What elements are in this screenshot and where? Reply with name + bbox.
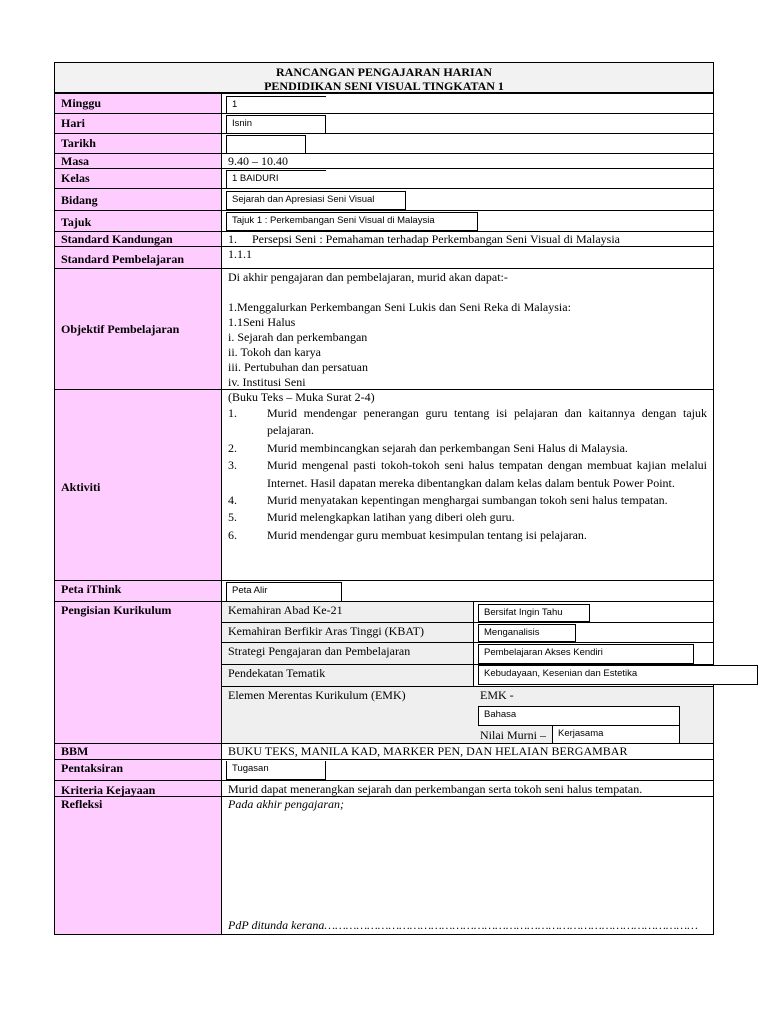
value-tarikh[interactable]: [226, 135, 306, 154]
row-minggu: [54, 93, 714, 114]
form-title: [54, 62, 714, 93]
aktiviti-item: 6. Murid mendengar guru membuat kesimpulan tentang isi pelajaran.: [228, 527, 587, 542]
row-hari: [54, 113, 714, 134]
refleksi-top: Pada akhir pengajaran;: [228, 797, 344, 811]
value-bbm: BUKU TEKS, MANILA KAD, MARKER PEN, DAN HELAIAN BERGAMBAR: [222, 744, 714, 760]
value-standard-pembelajaran: 1.1.1: [222, 247, 714, 269]
kur-abad-label: Kemahiran Abad Ke-21: [222, 602, 474, 622]
objektif-line: iv. Institusi Seni: [228, 375, 306, 389]
row-kriteria: [54, 780, 714, 797]
kur-divider: [222, 686, 714, 687]
value-tajuk[interactable]: Tajuk 1 : Perkembangan Seni Visual di Malaysia: [226, 212, 478, 231]
row-kelas: [54, 168, 714, 189]
row-tajuk: [54, 210, 714, 232]
aktiviti-intro: (Buku Teks – Muka Surat 2-4): [228, 390, 375, 404]
row-bidang: [54, 188, 714, 211]
value-masa: 9.40 – 10.40: [222, 154, 714, 169]
aktiviti-item: 3. Murid mengenal pasti tokoh-tokoh seni halus tempatan dengan membuat kajian melalui Internet. Hasil dapatan mereka dibentangkan dalam kelas dalam bentuk Power Point.: [228, 458, 707, 490]
cell-bidang: [222, 189, 714, 211]
row-aktiviti: [54, 389, 714, 581]
kur-tematik-value[interactable]: Kebudayaan, Kesenian dan Estetika: [478, 665, 758, 685]
kur-strategi-value[interactable]: Pembelajaran Akses Kendiri: [478, 644, 694, 664]
value-minggu[interactable]: 1: [226, 96, 326, 113]
label-hari: Hari: [54, 114, 222, 134]
title-line-1: RANCANGAN PENGAJARAN HARIAN: [276, 65, 492, 79]
value-kriteria: Murid dapat menerangkan sejarah dan perkembangan serta tokoh seni halus tempatan.: [222, 781, 714, 797]
kur-nilai-prefix: Nilai Murni –: [480, 728, 546, 742]
kur-divider: [474, 642, 714, 643]
label-masa: Masa: [54, 154, 222, 169]
aktiviti-item: 2. Murid membincangkan sejarah dan perkembangan Seni Halus di Malaysia.: [228, 440, 628, 455]
label-bbm: BBM: [54, 744, 222, 760]
label-kriteria: Kriteria Kejayaan: [54, 781, 222, 797]
label-peta: Peta iThink: [54, 581, 222, 602]
label-minggu: Minggu: [54, 94, 222, 114]
cell-minggu: [222, 94, 714, 114]
kur-tematik-label: Pendekatan Tematik: [222, 664, 474, 686]
row-kurikulum: [54, 601, 714, 744]
kur-nilai-value[interactable]: Kerjasama: [552, 725, 680, 744]
label-kurikulum: Pengisian Kurikulum: [54, 602, 222, 744]
value-standard-kandungan: 1. Persepsi Seni : Pemahaman terhadap Perkembangan Seni Visual di Malaysia: [222, 232, 714, 247]
objektif-spacer: [228, 285, 713, 300]
cell-tarikh: [222, 134, 714, 154]
row-refleksi: [54, 796, 714, 935]
label-tajuk: Tajuk: [54, 211, 222, 232]
objektif-line: iii. Pertubuhan dan persatuan: [228, 360, 368, 374]
row-objektif: [54, 268, 714, 390]
label-pentaksiran: Pentaksiran: [54, 760, 222, 781]
row-bbm: [54, 743, 714, 760]
label-tarikh: Tarikh: [54, 134, 222, 154]
value-pentaksiran[interactable]: Tugasan: [226, 761, 326, 780]
row-pentaksiran: [54, 759, 714, 781]
cell-peta: [222, 581, 714, 602]
label-standard-kandungan: Standard Kandungan: [54, 232, 222, 247]
value-hari[interactable]: Isnin: [226, 115, 326, 134]
cell-aktiviti: [222, 390, 714, 581]
kur-strategi-label: Strategi Pengajaran dan Pembelajaran: [222, 642, 474, 664]
cell-hari: [222, 114, 714, 134]
refleksi-bottom: PdP ditunda kerana……………………………………………………………………………………………: [228, 918, 698, 932]
cell-tajuk: [222, 211, 714, 232]
row-peta: [54, 580, 714, 602]
kur-emk-value[interactable]: Bahasa: [478, 706, 680, 726]
row-standard-kandungan: [54, 231, 714, 247]
value-bidang[interactable]: Sejarah dan Apresiasi Seni Visual: [226, 191, 406, 210]
objektif-line: i. Sejarah dan perkembangan: [228, 330, 368, 344]
title-line-2: PENDIDIKAN SENI VISUAL TINGKATAN 1: [264, 79, 504, 93]
kur-emk-prefix: EMK -: [480, 688, 514, 702]
objektif-line: ii. Tokoh dan karya: [228, 345, 321, 359]
kur-kbat-label: Kemahiran Berfikir Aras Tinggi (KBAT): [222, 622, 474, 642]
aktiviti-list: [228, 405, 713, 544]
value-kelas[interactable]: 1 BAIDURI: [226, 170, 326, 189]
cell-refleksi: [222, 797, 714, 934]
objektif-intro: Di akhir pengajaran dan pembelajaran, murid akan dapat:-: [228, 270, 508, 284]
label-standard-pembelajaran: Standard Pembelajaran: [54, 247, 222, 269]
label-bidang: Bidang: [54, 189, 222, 211]
objektif-line: 1.Menggalurkan Perkembangan Seni Lukis dan Seni Reka di Malaysia:: [228, 300, 571, 314]
label-aktiviti: Aktiviti: [54, 390, 222, 581]
cell-kelas: [222, 169, 714, 189]
objektif-line: 1.1Seni Halus: [228, 315, 296, 329]
kur-emk-label: Elemen Merentas Kurikulum (EMK): [222, 686, 474, 744]
kur-abad-value[interactable]: Bersifat Ingin Tahu: [478, 604, 590, 622]
aktiviti-item: 5. Murid melengkapkan latihan yang diberi oleh guru.: [228, 510, 515, 525]
aktiviti-item: 4. Murid menyatakan kepentingan menghargai sumbangan tokoh seni halus tempatan.: [228, 493, 668, 508]
row-masa: [54, 153, 714, 169]
cell-objektif: [222, 269, 714, 390]
label-refleksi: Refleksi: [54, 797, 222, 934]
row-tarikh: [54, 133, 714, 154]
kur-divider: [474, 622, 714, 623]
value-peta[interactable]: Peta Alir: [226, 582, 342, 602]
cell-pentaksiran: [222, 760, 714, 781]
row-standard-pembelajaran: [54, 246, 714, 269]
aktiviti-item: 1. Murid mendengar penerangan guru tentang isi pelajaran dan kaitannya dengan tajuk pelajaran.: [228, 406, 707, 438]
kur-kbat-value[interactable]: Menganalisis: [478, 624, 576, 642]
label-kelas: Kelas: [54, 169, 222, 189]
label-objektif: Objektif Pembelajaran: [54, 269, 222, 390]
